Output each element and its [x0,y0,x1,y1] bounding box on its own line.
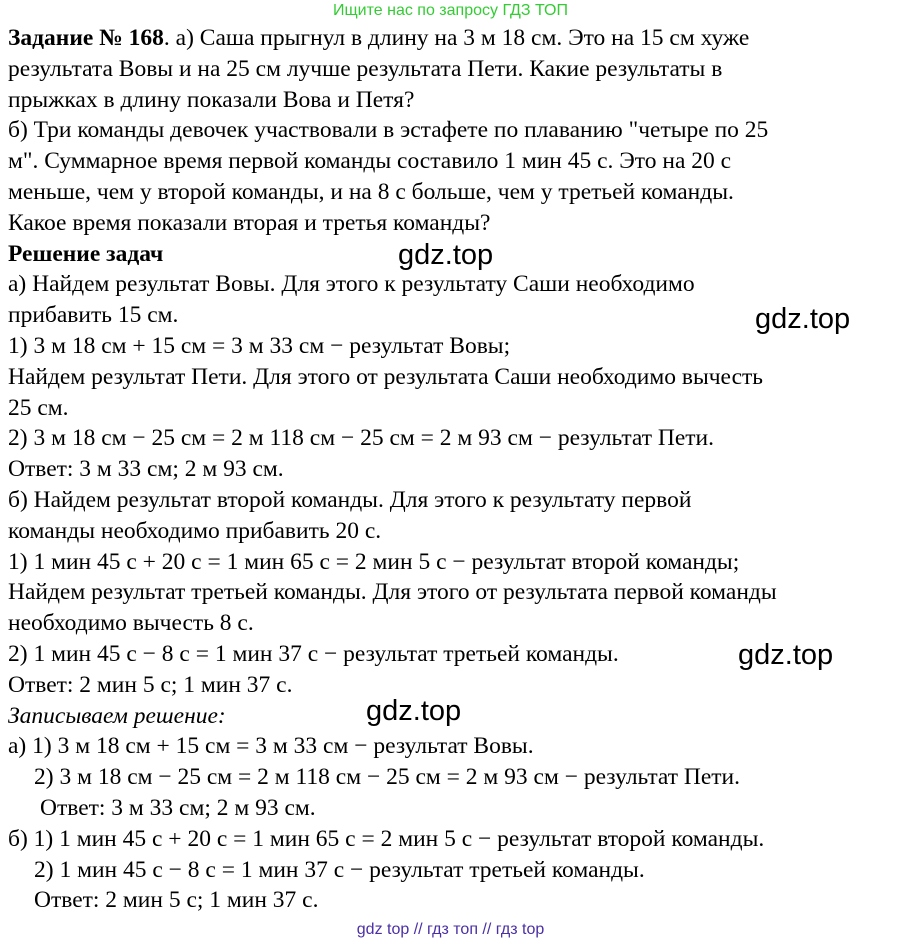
solution-line: команды необходимо прибавить 20 с. [8,517,382,544]
record-line: а) 1) 3 м 18 см + 15 см = 3 м 33 см − результат Вовы. [8,733,534,760]
solution-line: необходимо вычесть 8 с. [8,610,254,637]
task-line: прыжках в длину показали Вова и Петя? [8,86,415,113]
solution-line: прибавить 15 см. [8,302,179,329]
record-line: 2) 3 м 18 см − 25 см = 2 м 118 см − 25 см = 2 м 93 см − результат Пети. [34,764,741,791]
solution-heading: Решение задач [8,240,164,267]
record-line: б) 1) 1 мин 45 с + 20 с = 1 мин 65 с = 2 мин 5 с − результат второй команды. [8,825,765,852]
solution-line: 1) 1 мин 45 с + 20 с = 1 мин 65 с = 2 мин 5 с − результат второй команды; [8,548,740,575]
task-line: результата Вовы и на 25 см лучше результата Пети. Какие результаты в [8,55,723,82]
bottom-banner: gdz top // гдз топ // гдз top [356,921,545,938]
task-line: меньше, чем у второй команды, и на 8 с больше, чем у третьей команды. [8,178,734,205]
watermark: gdz.top [738,639,834,671]
solution-line: Ответ: 3 м 33 см; 2 м 93 см. [8,456,284,483]
record-heading: Записываем решение: [8,702,226,729]
document-page [8,23,901,916]
record-line: 2) 1 мин 45 с − 8 с = 1 мин 37 с − результат третьей команды. [34,856,645,883]
task-line: . а) Саша прыгнул в длину на 3 м 18 см. Это на 15 см хуже [163,25,750,51]
watermark: gdz.top [398,239,494,271]
top-banner: Ищите нас по запросу ГДЗ ТОП [333,2,568,19]
task-first-line [8,23,901,54]
record-line: Ответ: 3 м 33 см; 2 м 93 см. [40,794,316,821]
solution-line: а) Найдем результат Вовы. Для этого к результату Саши необходимо [8,271,695,298]
solution-line: б) Найдем результат второй команды. Для этого к результату первой [8,486,692,513]
solution-line: 1) 3 м 18 см + 15 см = 3 м 33 см − результат Вовы; [8,332,511,359]
solution-line: 2) 3 м 18 см − 25 см = 2 м 118 см − 25 см = 2 м 93 см − результат Пети. [8,425,715,452]
watermark: gdz.top [366,695,462,727]
task-label: Задание № 168 [8,25,164,51]
solution-line: 25 см. [8,394,69,421]
task-line: Какое время показали вторая и третья команды? [8,209,491,236]
record-line: Ответ: 2 мин 5 с; 1 мин 37 с. [34,887,319,914]
solution-line: Ответ: 2 мин 5 с; 1 мин 37 с. [8,671,293,698]
solution-line: Найдем результат третьей команды. Для этого от результата первой команды [8,579,777,606]
task-line: м". Суммарное время первой команды составило 1 мин 45 с. Это на 20 с [8,148,732,175]
watermark: gdz.top [755,303,851,335]
solution-line: 2) 1 мин 45 с − 8 с = 1 мин 37 с − результат третьей команды. [8,640,619,667]
task-line: б) Три команды девочек участвовали в эстафете по плаванию "четыре по 25 [8,117,769,144]
solution-line: Найдем результат Пети. Для этого от результата Саши необходимо вычесть [8,363,763,390]
